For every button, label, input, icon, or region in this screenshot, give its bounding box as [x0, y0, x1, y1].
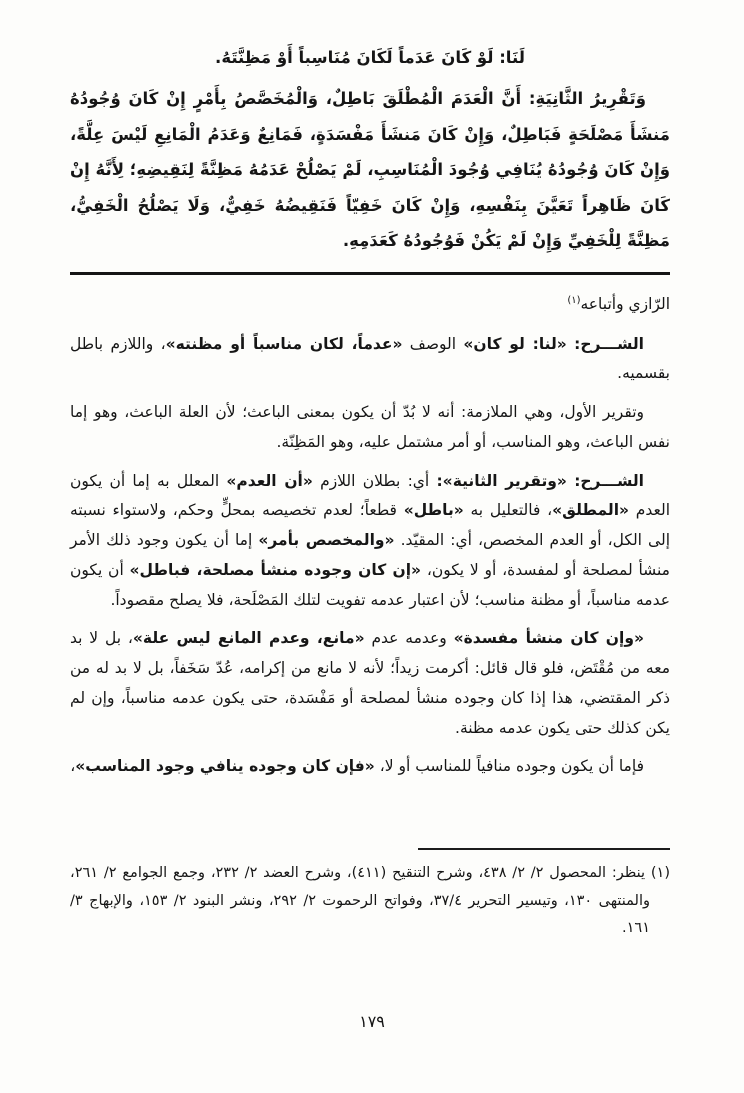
text-run: وتقرير الأول، وهي الملازمة: أنه لا بُدّ أن يكون بمعنى الباعث؛ لأن العلة الباعث، وهو إما نفس الباعث، وهو المناسب، أو أمر مشتمل عليه، وهو المَظِنّة.	[70, 403, 670, 451]
matn-quote: «مانع، وعدم المانع ليس علة»	[132, 629, 365, 648]
matn-quote: «لنا: لو كان»	[463, 334, 567, 353]
footnote-body: ينظر: المحصول ٢/ ٢/ ٤٣٨، وشرح التنقيح (٤١١)، وشرح العضد ٢/ ٢٣٢، وجمع الجوامع ٢/ ٢٦١، والمنتهى ١٣٠، وتيسير التحرير ٣٧/٤، وفواتح الرحموت ٢/ ٢٩٢، ونشر البنود ٢/ ١٥٣، والإبهاج ٣/ ١٦١.	[70, 865, 651, 937]
footnote-marker: (١)	[567, 294, 581, 306]
matn-paragraph: لَنَا: لَوْ كَانَ عَدَماً لَكَانَ مُنَاسِباً أَوْ مَظِنَّتَهُ.	[215, 48, 525, 67]
text-run: فإما أن يكون وجوده منافياً للمناسب أو لا،	[374, 757, 644, 776]
matn-quote: «المطلق»	[552, 501, 630, 520]
commentary-continuation	[70, 290, 670, 320]
matn-quote: «إن كان وجوده منشأ مصلحة، فباطل»	[129, 560, 422, 579]
page-number: ١٧٩	[359, 1012, 385, 1031]
text-run: ، بل لا بد معه من مُقْتَض، فلو قال قائل: أكرمت زيداً؛ لأنه لا مانع من إكرامه، عُدّ سَخَفاً، بل لا بد له من ذكر المقتضي، هذا إذا كان وجوده منشأ لمصلحة أو مَفْسَدة، حتى يكون عدمه مناسباً، وإن لم يكن كذلك حتى يكون عدمه مظنة.	[70, 629, 670, 737]
continuation-text: الرّازي وأتباعه	[580, 294, 670, 313]
matn-quote: «وإن كان منشأ مفسدة»	[453, 629, 644, 648]
matn-quote: «والمخصص بأمر»	[258, 531, 395, 550]
footnote-text	[70, 860, 670, 943]
text-run: المعلل به إما أن يكون العدم	[70, 471, 671, 520]
commentary-paragraph	[70, 624, 670, 743]
commentary-paragraph	[70, 330, 670, 390]
footnote-divider	[418, 848, 670, 850]
text-run: الوصف	[402, 334, 464, 353]
text-run: ، واللازم باطل بقسميه.	[70, 334, 670, 383]
text-run: ،	[70, 757, 76, 776]
matn-section	[70, 40, 670, 259]
matn-quote: «أن العدم»	[226, 471, 313, 490]
footnote-marker: (١)	[650, 865, 670, 881]
footnote-area	[70, 848, 670, 943]
text-run: أي: بطلان اللازم	[312, 471, 437, 490]
commentary-paragraph	[70, 752, 670, 782]
section-divider	[70, 272, 670, 275]
matn-paragraph: وَتَقْرِيرُ الثَّانِيَةِ: أَنَّ الْعَدَمَ الْمُطْلَقَ بَاطِلٌ، وَالْمُخَصَّصُ بِأَمْرٍ إِنْ كَانَ وُجُودُهُ مَنشَأَ مَصْلَحَةٍ فَبَاطِلٌ، وَإِنْ كَانَ مَنشَأَ مَفْسَدَةٍ، فَمَانِعٌ وَعَدَمُ الْمَانِعِ لَيْسَ عِلَّةً، وَإِنْ كَانَ وُجُودُهُ يُنَافِي وُجُودَ الْمُنَاسِبِ، لَمْ يَصْلُحْ عَدَمُهُ مَظِنَّةً لِنَقِيضِهِ؛ لِأَنَّهُ إِنْ كَانَ ظَاهِراً تَعَيَّنَ بِنَفْسِهِ، وَإِنْ كَانَ خَفِيّاً فَنَقِيضُهُ خَفِيٌّ، وَلَا يَصْلُحُ الْخَفِيُّ، مَظِنَّةً لِلْخَفِيِّ وَإِنْ لَمْ يَكُنْ فَوُجُودُهُ كَعَدَمِهِ.	[70, 89, 670, 251]
commentary-section	[70, 290, 670, 782]
matn-quote: الشـــرح:	[574, 334, 644, 353]
text-run: إما أن يكون وجود ذلك الأمر منشأ لمصلحة أو لمفسدة، أو لا يكون،	[70, 531, 670, 579]
matn-quote: «وتقرير الثانية»:	[436, 471, 567, 490]
commentary-paragraph	[70, 398, 670, 458]
text-run: وعدمه عدم	[364, 629, 454, 648]
text-run: قطعاً؛ لعدم تخصيصه بمحلٍّ وحكم، ولاستواء نسبته إلى الكل، أو العدم المخصص، أي: المقيّد.	[70, 501, 670, 550]
commentary-paragraph	[70, 467, 670, 616]
matn-quote: «باطل»	[403, 501, 464, 520]
text-run: ، فالتعليل به	[463, 501, 553, 520]
matn-quote: الشـــرح:	[574, 471, 644, 490]
matn-quote: «عدماً، لكان مناسباً أو مظنته»	[165, 334, 403, 353]
matn-quote: «فإن كان وجوده ينافي وجود المناسب»	[75, 757, 375, 776]
text-run: أن يكون عدمه مناسباً، أو مظنة مناسب؛ لأن اعتبار عدمه تفويت لتلك المَصْلَحة، فلا يصلح مقصوداً.	[70, 560, 670, 609]
